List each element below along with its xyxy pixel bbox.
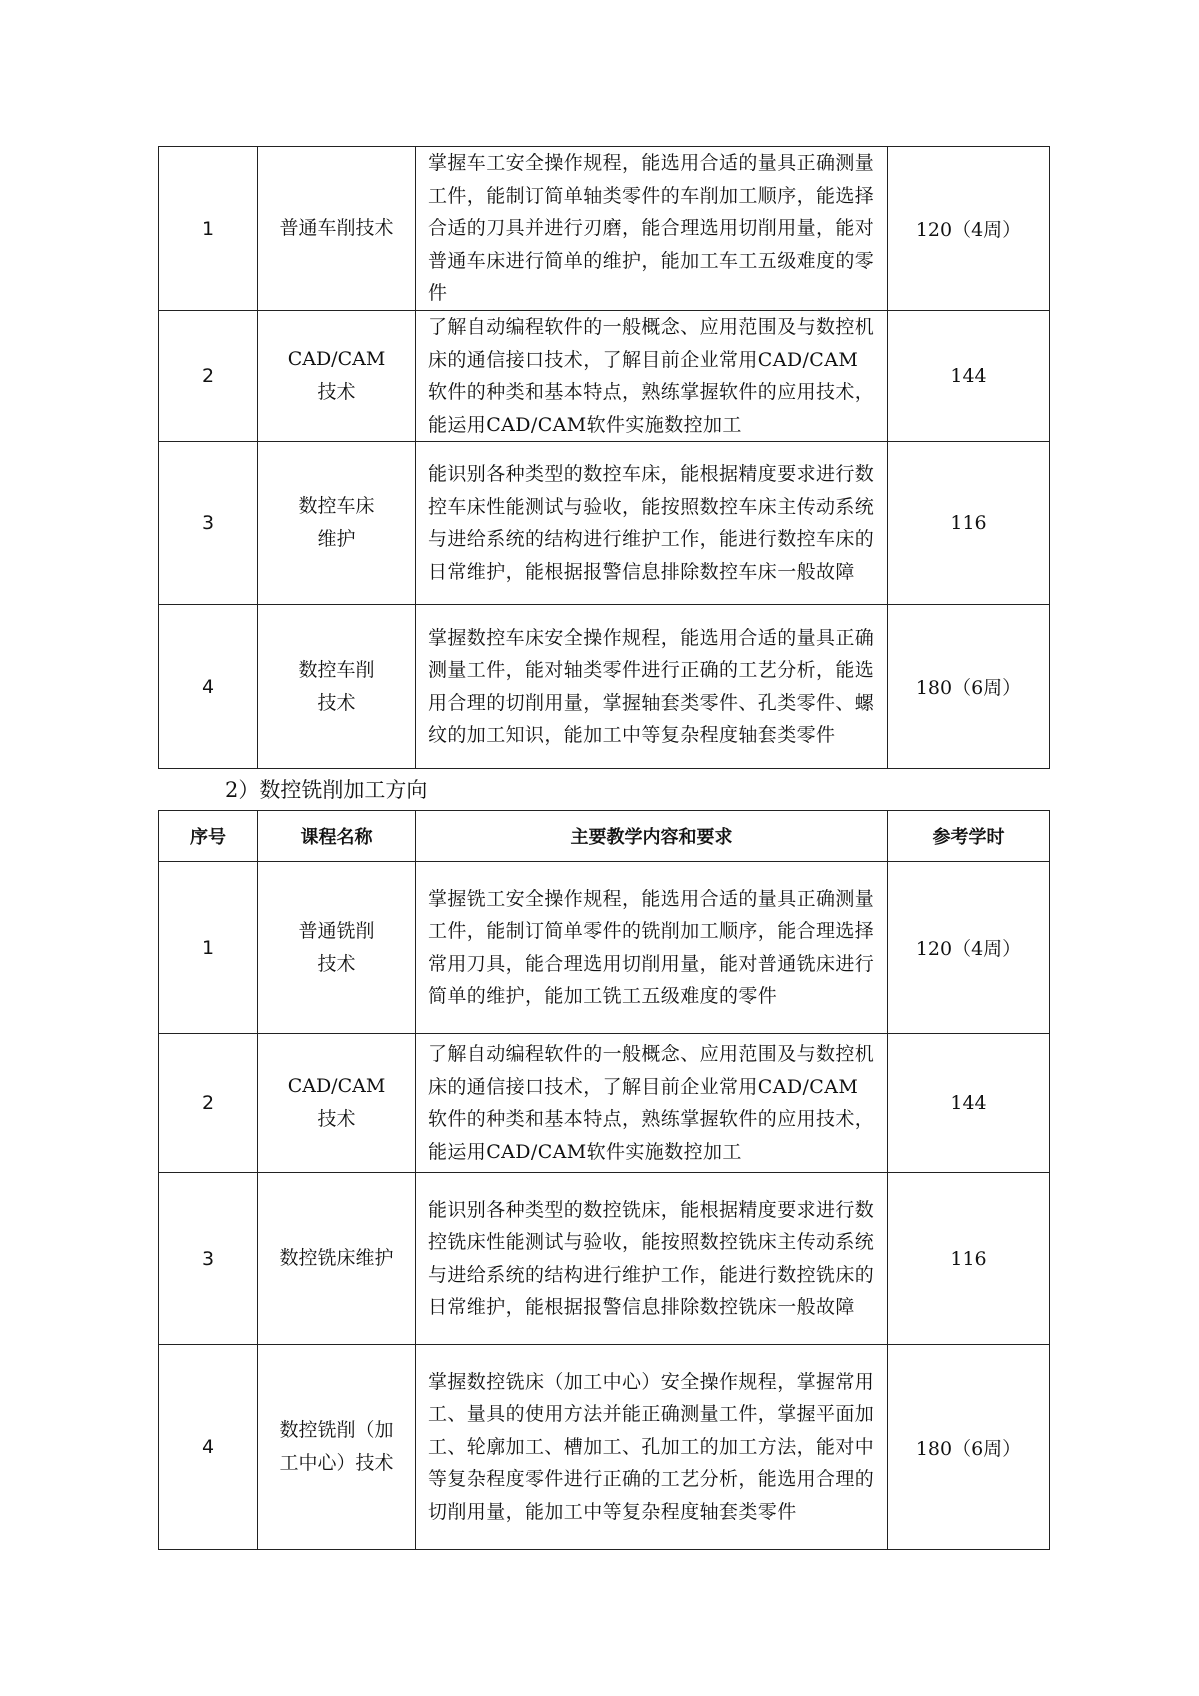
table-row [159, 1173, 1050, 1345]
course-name: 数控车床 维护 [258, 442, 416, 605]
course-content: 掌握数控铣床（加工中心）安全操作规程，掌握常用工、量具的使用方法并能正确测量工件，掌握平面加工、轮廓加工、槽加工、孔加工的加工方法，能对中等复杂程度零件进行正确的工艺分析，能选用合理的切削用量，能加工中等复杂程度轴套类零件 [416, 1345, 888, 1550]
table-row [159, 147, 1050, 311]
course-content: 了解自动编程软件的一般概念、应用范围及与数控机床的通信接口技术，了解目前企业常用CAD/CAM软件的种类和基本特点，熟练掌握软件的应用技术，能运用CAD/CAM软件实施数控加工 [416, 1034, 888, 1173]
course-hours: 144 [888, 311, 1050, 442]
course-name: 普通铣削 技术 [258, 862, 416, 1034]
table-row [159, 442, 1050, 605]
header-course-name: 课程名称 [258, 811, 416, 862]
course-content: 能识别各种类型的数控铣床，能根据精度要求进行数控铣床性能测试与验收，能按照数控铣床主传动系统与进给系统的结构进行维护工作，能进行数控铣床的日常维护，能根据报警信息排除数控铣床一般故障 [416, 1173, 888, 1345]
row-number: 4 [159, 605, 258, 769]
row-number: 3 [159, 1173, 258, 1345]
course-name: 普通车削技术 [258, 147, 416, 311]
course-name: CAD/CAM 技术 [258, 1034, 416, 1173]
course-hours: 120（4周） [888, 862, 1050, 1034]
course-hours: 180（6周） [888, 1345, 1050, 1550]
course-hours: 116 [888, 442, 1050, 605]
course-hours: 180（6周） [888, 605, 1050, 769]
header-hours: 参考学时 [888, 811, 1050, 862]
row-number: 2 [159, 311, 258, 442]
section-heading: 2）数控铣削加工方向 [225, 778, 428, 802]
course-content: 掌握铣工安全操作规程，能选用合适的量具正确测量工件，能制订简单零件的铣削加工顺序，能合理选择常用刀具，能合理选用切削用量，能对普通铣床进行简单的维护，能加工铣工五级难度的零件 [416, 862, 888, 1034]
row-number: 1 [159, 862, 258, 1034]
row-number: 1 [159, 147, 258, 311]
course-table-milling [158, 810, 1050, 1550]
course-content: 能识别各种类型的数控车床，能根据精度要求进行数控车床性能测试与验收，能按照数控车床主传动系统与进给系统的结构进行维护工作，能进行数控车床的日常维护，能根据报警信息排除数控车床一般故障 [416, 442, 888, 605]
header-number: 序号 [159, 811, 258, 862]
course-content: 掌握数控车床安全操作规程，能选用合适的量具正确测量工件，能对轴类零件进行正确的工艺分析，能选用合理的切削用量，掌握轴套类零件、孔类零件、螺纹的加工知识，能加工中等复杂程度轴套类零件 [416, 605, 888, 769]
header-content: 主要教学内容和要求 [416, 811, 888, 862]
table-row [159, 1345, 1050, 1550]
table-row [159, 605, 1050, 769]
table-row [159, 311, 1050, 442]
table-row [159, 862, 1050, 1034]
course-content: 掌握车工安全操作规程，能选用合适的量具正确测量工件，能制订简单轴类零件的车削加工顺序，能选择合适的刀具并进行刃磨，能合理选用切削用量，能对普通车床进行简单的维护，能加工车工五级难度的零件 [416, 147, 888, 311]
row-number: 4 [159, 1345, 258, 1550]
course-hours: 120（4周） [888, 147, 1050, 311]
course-table-turning [158, 146, 1050, 769]
course-hours: 144 [888, 1034, 1050, 1173]
row-number: 3 [159, 442, 258, 605]
course-name: 数控铣削（加 工中心）技术 [258, 1345, 416, 1550]
table-row [159, 1034, 1050, 1173]
course-content: 了解自动编程软件的一般概念、应用范围及与数控机床的通信接口技术，了解目前企业常用CAD/CAM软件的种类和基本特点，熟练掌握软件的应用技术，能运用CAD/CAM软件实施数控加工 [416, 311, 888, 442]
course-name: CAD/CAM 技术 [258, 311, 416, 442]
course-hours: 116 [888, 1173, 1050, 1345]
table-header-row [159, 811, 1050, 862]
row-number: 2 [159, 1034, 258, 1173]
course-name: 数控车削 技术 [258, 605, 416, 769]
course-name: 数控铣床维护 [258, 1173, 416, 1345]
